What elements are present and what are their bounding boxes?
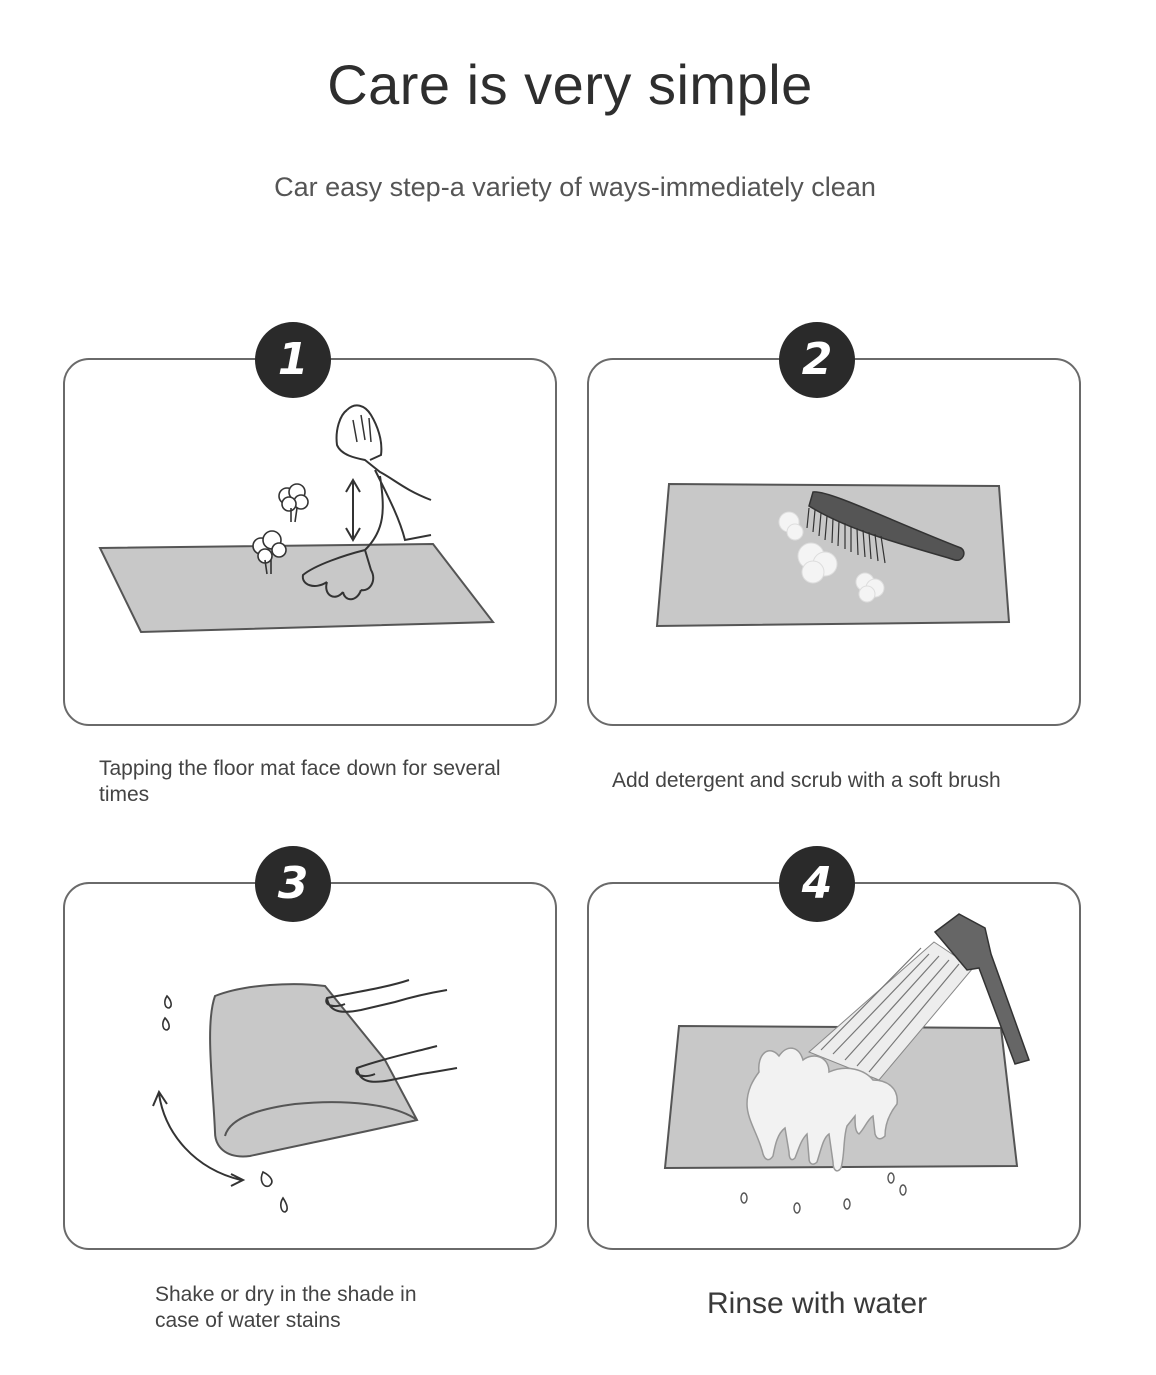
up-down-arrow <box>346 480 360 540</box>
step-1-caption: Tapping the floor mat face down for several times <box>99 757 501 806</box>
step-4-panel <box>587 882 1081 1250</box>
page-title: Care is very simple <box>327 53 813 116</box>
step-2-caption: Add detergent and scrub with a soft brush <box>612 769 1001 792</box>
step-2-badge: 2 <box>779 322 855 398</box>
splash-drops <box>741 1173 906 1213</box>
step-2-illustration <box>589 360 1083 728</box>
step-1-badge: 1 <box>255 322 331 398</box>
step-3-illustration <box>65 884 559 1252</box>
floor-mat <box>100 544 493 632</box>
step-4-caption: Rinse with water <box>707 1287 928 1320</box>
step-4-illustration <box>589 884 1083 1252</box>
step-4-badge: 4 <box>779 846 855 922</box>
step-1-panel <box>63 358 557 726</box>
step-3-panel <box>63 882 557 1250</box>
rolled-mat <box>210 984 417 1156</box>
page-subtitle: Car easy step-a variety of ways-immediately clean <box>274 172 876 202</box>
step-3-badge: 3 <box>255 846 331 922</box>
step-3-caption: Shake or dry in the shade in case of water stains <box>155 1283 417 1332</box>
step-1-illustration <box>65 360 559 728</box>
upper-hand <box>326 980 447 1012</box>
step-2-panel <box>587 358 1081 726</box>
